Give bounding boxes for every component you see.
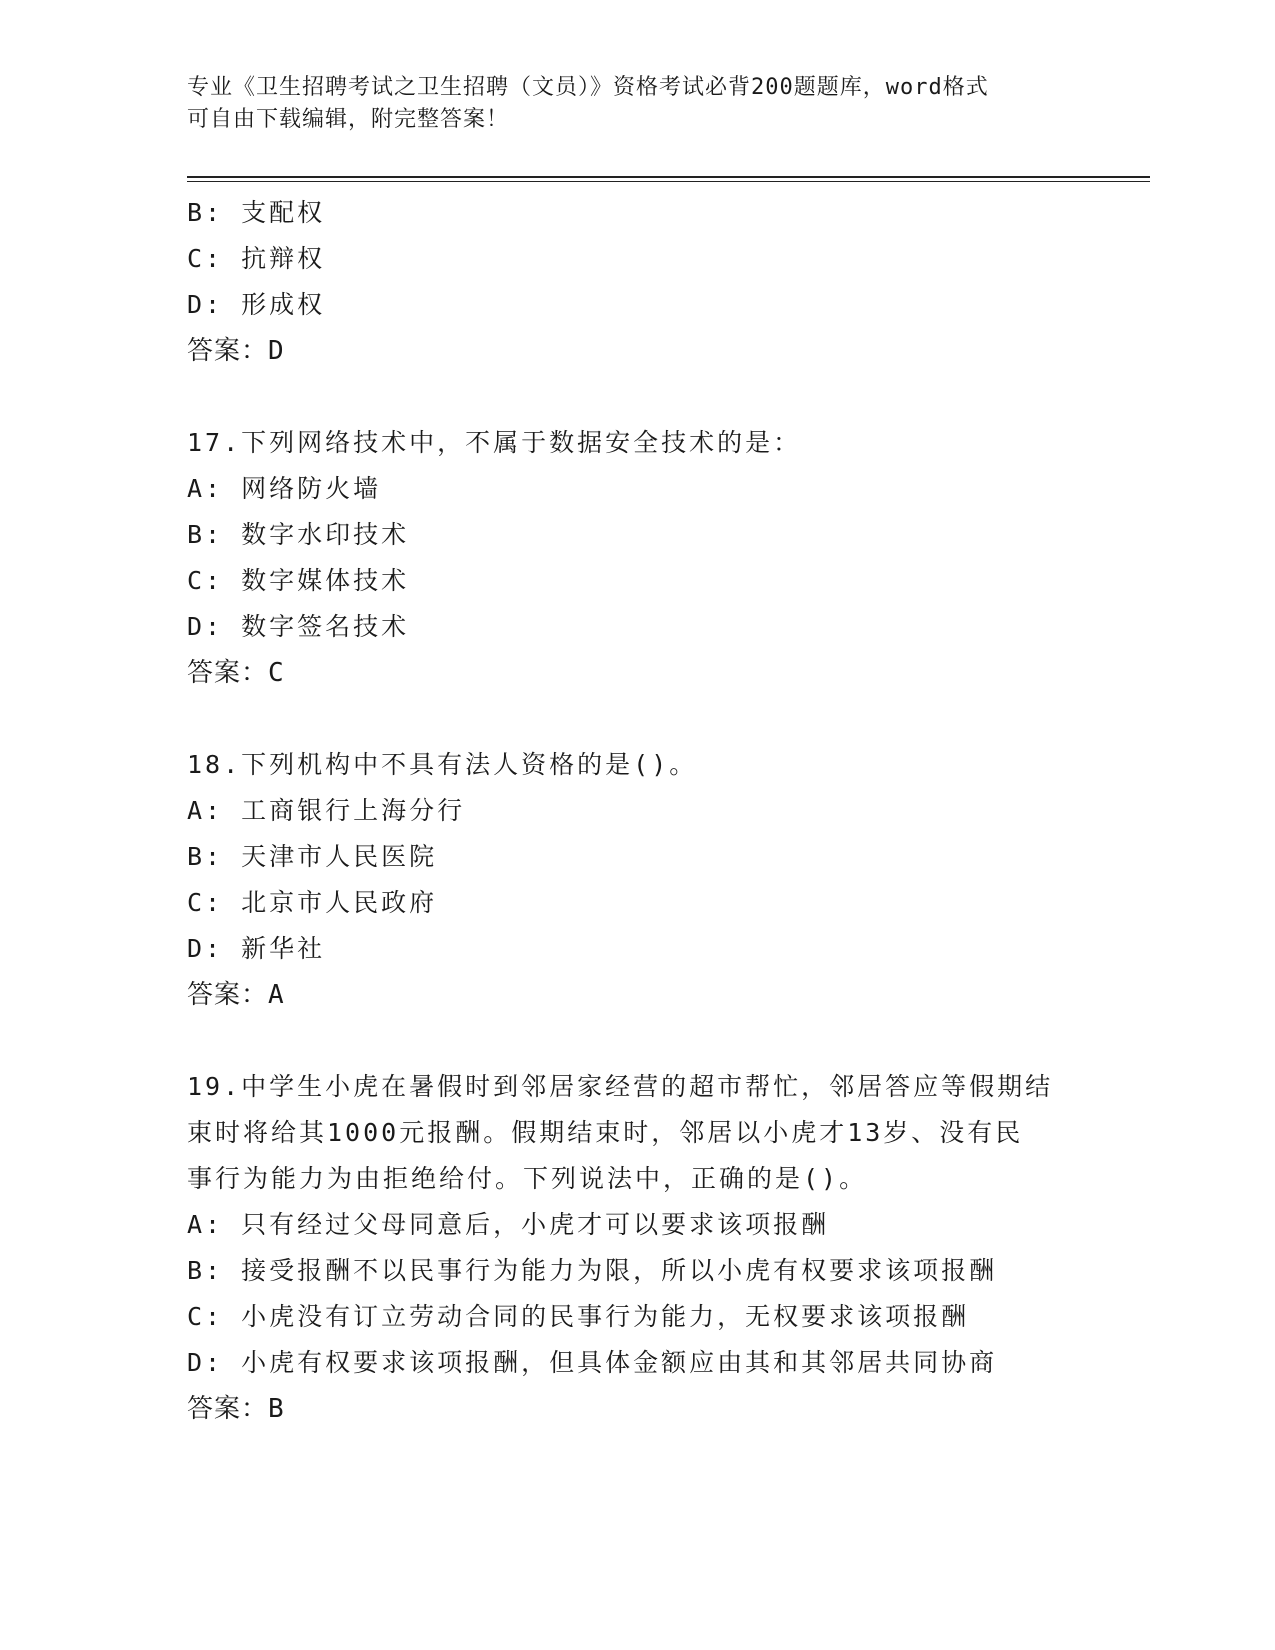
option-a: A: 网络防火墙: [187, 474, 382, 503]
header-title-line-2: 可自由下载编辑，附完整答案！: [187, 107, 510, 132]
question-17: [187, 420, 1087, 696]
option-b: B: 天津市人民医院: [187, 842, 438, 871]
spacer: [187, 1018, 1087, 1064]
option-b: B: 接受报酬不以民事行为能力为限，所以小虎有权要求该项报酬: [187, 1256, 998, 1285]
spacer: [187, 696, 1087, 742]
option-d: D: 数字签名技术: [187, 612, 410, 641]
question-stem: 18.下列机构中不具有法人资格的是()。: [187, 750, 698, 779]
answer: 答案：A: [187, 980, 285, 1010]
option-c: C: 小虎没有订立劳动合同的民事行为能力，无权要求该项报酬: [187, 1302, 970, 1331]
option-a: A: 工商银行上海分行: [187, 796, 466, 825]
option-d: D: 小虎有权要求该项报酬，但具体金额应由其和其邻居共同协商: [187, 1348, 998, 1377]
header-divider: [187, 176, 1150, 182]
answer: 答案：D: [187, 336, 285, 366]
question-stem-line-1: 19.中学生小虎在暑假时到邻居家经营的超市帮忙，邻居答应等假期结: [187, 1072, 1054, 1101]
question-18: [187, 742, 1087, 1018]
question-stem: 17.下列网络技术中，不属于数据安全技术的是：: [187, 428, 802, 457]
option-a: A: 只有经过父母同意后，小虎才可以要求该项报酬: [187, 1210, 830, 1239]
option-c: C: 数字媒体技术: [187, 566, 410, 595]
question-list: [187, 190, 1087, 1432]
option-c: C: 抗辩权: [187, 244, 326, 273]
question-19: [187, 1064, 1087, 1432]
answer: 答案：C: [187, 658, 285, 688]
question-stem-line-3: 事行为能力为由拒绝给付。下列说法中，正确的是()。: [187, 1164, 868, 1193]
option-d: D: 形成权: [187, 290, 326, 319]
option-d: D: 新华社: [187, 934, 326, 963]
option-b: B: 支配权: [187, 198, 326, 227]
document-header: [187, 72, 1087, 136]
question-16-tail: [187, 190, 1087, 374]
answer: 答案：B: [187, 1394, 285, 1424]
question-stem-line-2: 束时将给其1000元报酬。假期结束时，邻居以小虎才13岁、没有民: [187, 1118, 1024, 1147]
option-c: C: 北京市人民政府: [187, 888, 438, 917]
header-title-line-1: 专业《卫生招聘考试之卫生招聘（文员）》资格考试必背200题题库，word格式: [187, 75, 989, 100]
option-b: B: 数字水印技术: [187, 520, 410, 549]
spacer: [187, 374, 1087, 420]
